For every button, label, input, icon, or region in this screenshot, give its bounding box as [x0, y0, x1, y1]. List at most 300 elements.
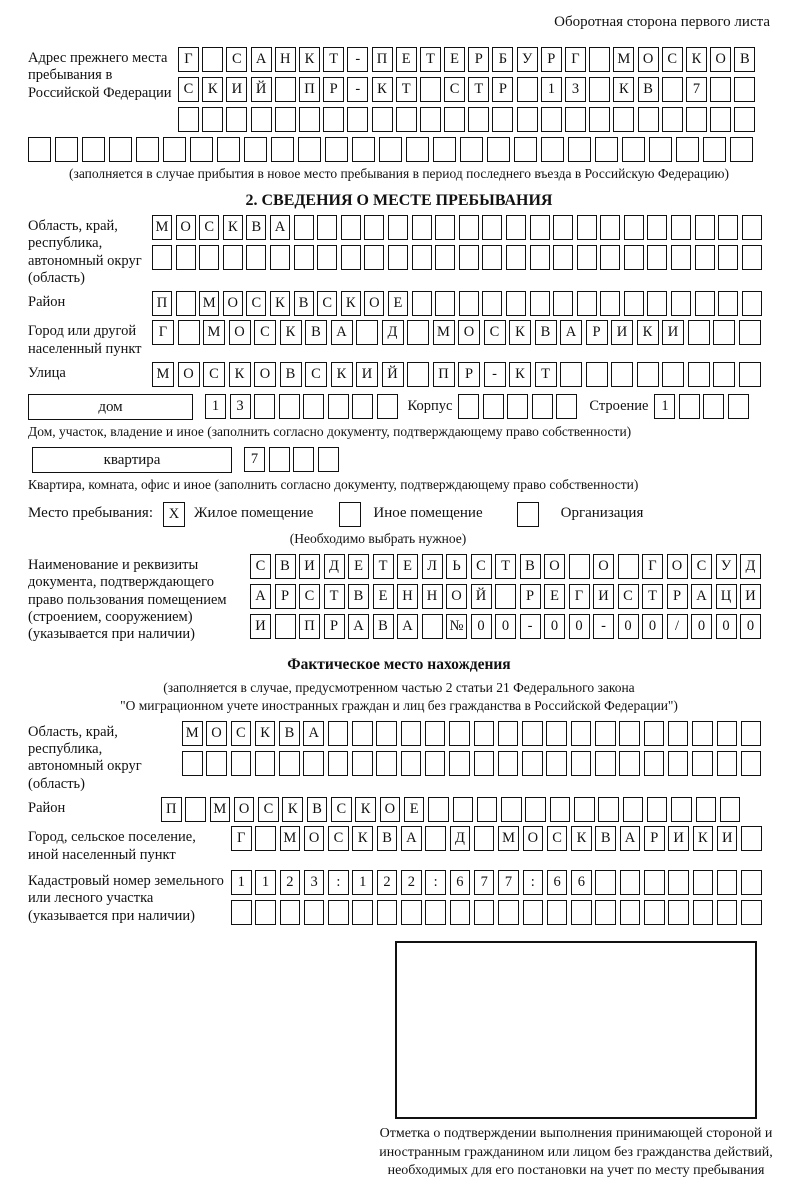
- char-cell[interactable]: У: [517, 47, 538, 72]
- char-cell[interactable]: И: [611, 320, 633, 345]
- char-cell[interactable]: [679, 394, 700, 419]
- char-cell[interactable]: [613, 107, 634, 132]
- char-cell[interactable]: А: [560, 320, 582, 345]
- char-cell[interactable]: [376, 721, 397, 746]
- char-cell[interactable]: [553, 245, 573, 270]
- char-cell[interactable]: [325, 137, 348, 162]
- char-cell[interactable]: [734, 77, 755, 102]
- char-cell[interactable]: 7: [244, 447, 265, 472]
- char-cell[interactable]: [530, 245, 550, 270]
- char-cell[interactable]: [728, 394, 749, 419]
- char-cell[interactable]: [388, 245, 408, 270]
- char-cell[interactable]: К: [571, 826, 592, 851]
- char-cell[interactable]: М: [152, 362, 174, 387]
- char-cell[interactable]: [223, 245, 243, 270]
- char-cell[interactable]: [318, 447, 339, 472]
- char-cell[interactable]: [420, 77, 441, 102]
- char-cell[interactable]: [379, 137, 402, 162]
- char-cell[interactable]: [692, 751, 713, 776]
- char-cell[interactable]: [412, 245, 432, 270]
- char-cell[interactable]: [474, 900, 495, 925]
- char-cell[interactable]: Р: [324, 614, 345, 639]
- char-cell[interactable]: [487, 137, 510, 162]
- char-cell[interactable]: [176, 245, 196, 270]
- char-cell[interactable]: 1: [352, 870, 373, 895]
- char-cell[interactable]: [453, 797, 474, 822]
- char-cell[interactable]: И: [662, 320, 684, 345]
- char-cell[interactable]: [226, 107, 247, 132]
- char-cell[interactable]: С: [331, 797, 352, 822]
- char-cell[interactable]: С: [178, 77, 199, 102]
- char-cell[interactable]: :: [425, 870, 446, 895]
- char-cell[interactable]: [294, 245, 314, 270]
- char-cell[interactable]: [420, 107, 441, 132]
- char-cell[interactable]: 0: [471, 614, 492, 639]
- char-cell[interactable]: [671, 215, 691, 240]
- char-cell[interactable]: А: [397, 614, 418, 639]
- char-cell[interactable]: [163, 137, 186, 162]
- char-cell[interactable]: [742, 245, 762, 270]
- char-cell[interactable]: О: [458, 320, 480, 345]
- char-cell[interactable]: [595, 900, 616, 925]
- char-cell[interactable]: [482, 215, 502, 240]
- char-cell[interactable]: [717, 900, 738, 925]
- char-cell[interactable]: С: [444, 77, 465, 102]
- char-cell[interactable]: [182, 751, 203, 776]
- char-cell[interactable]: [693, 900, 714, 925]
- char-cell[interactable]: [595, 137, 618, 162]
- char-cell[interactable]: Г: [565, 47, 586, 72]
- char-cell[interactable]: [468, 107, 489, 132]
- char-cell[interactable]: К: [282, 797, 303, 822]
- char-cell[interactable]: [577, 215, 597, 240]
- char-cell[interactable]: В: [373, 614, 394, 639]
- char-cell[interactable]: Е: [396, 47, 417, 72]
- char-cell[interactable]: [506, 245, 526, 270]
- char-cell[interactable]: [303, 394, 324, 419]
- char-cell[interactable]: [696, 797, 717, 822]
- char-cell[interactable]: П: [433, 362, 455, 387]
- char-cell[interactable]: [459, 245, 479, 270]
- char-cell[interactable]: [577, 245, 597, 270]
- char-cell[interactable]: [412, 215, 432, 240]
- char-cell[interactable]: К: [202, 77, 223, 102]
- char-cell[interactable]: С: [250, 554, 271, 579]
- char-cell[interactable]: 0: [642, 614, 663, 639]
- char-cell[interactable]: [55, 137, 78, 162]
- char-cell[interactable]: 3: [230, 394, 251, 419]
- char-cell[interactable]: [328, 394, 349, 419]
- char-cell[interactable]: [619, 751, 640, 776]
- char-cell[interactable]: А: [251, 47, 272, 72]
- char-cell[interactable]: Н: [422, 584, 443, 609]
- char-cell[interactable]: [668, 870, 689, 895]
- char-cell[interactable]: 1: [654, 394, 675, 419]
- char-cell[interactable]: С: [328, 826, 349, 851]
- char-cell[interactable]: К: [255, 721, 276, 746]
- char-cell[interactable]: М: [210, 797, 231, 822]
- char-cell[interactable]: Р: [541, 47, 562, 72]
- char-cell[interactable]: 2: [377, 870, 398, 895]
- char-cell[interactable]: М: [280, 826, 301, 851]
- char-cell[interactable]: А: [348, 614, 369, 639]
- char-cell[interactable]: [352, 900, 373, 925]
- char-cell[interactable]: [717, 751, 738, 776]
- char-cell[interactable]: [598, 797, 619, 822]
- char-cell[interactable]: 0: [544, 614, 565, 639]
- char-cell[interactable]: [514, 137, 537, 162]
- char-cell[interactable]: О: [380, 797, 401, 822]
- char-cell[interactable]: [546, 751, 567, 776]
- char-cell[interactable]: [517, 107, 538, 132]
- char-cell[interactable]: К: [509, 320, 531, 345]
- char-cell[interactable]: [546, 721, 567, 746]
- char-cell[interactable]: О: [446, 584, 467, 609]
- char-cell[interactable]: Р: [458, 362, 480, 387]
- char-cell[interactable]: К: [686, 47, 707, 72]
- char-cell[interactable]: [299, 107, 320, 132]
- char-cell[interactable]: К: [280, 320, 302, 345]
- char-cell[interactable]: [600, 291, 620, 316]
- char-cell[interactable]: 7: [474, 870, 495, 895]
- char-cell[interactable]: С: [662, 47, 683, 72]
- char-cell[interactable]: Г: [231, 826, 252, 851]
- char-cell[interactable]: [569, 554, 590, 579]
- char-cell[interactable]: [372, 107, 393, 132]
- char-cell[interactable]: [199, 245, 219, 270]
- char-cell[interactable]: К: [693, 826, 714, 851]
- char-cell[interactable]: [294, 215, 314, 240]
- char-cell[interactable]: [742, 215, 762, 240]
- char-cell[interactable]: И: [226, 77, 247, 102]
- char-cell[interactable]: В: [307, 797, 328, 822]
- char-cell[interactable]: К: [509, 362, 531, 387]
- char-cell[interactable]: К: [341, 291, 361, 316]
- char-cell[interactable]: [474, 721, 495, 746]
- char-cell[interactable]: О: [304, 826, 325, 851]
- char-cell[interactable]: [425, 721, 446, 746]
- char-cell[interactable]: [477, 797, 498, 822]
- char-cell[interactable]: [246, 245, 266, 270]
- char-cell[interactable]: [553, 291, 573, 316]
- char-cell[interactable]: [377, 900, 398, 925]
- char-cell[interactable]: 0: [716, 614, 737, 639]
- char-cell[interactable]: [688, 320, 710, 345]
- char-cell[interactable]: [522, 751, 543, 776]
- char-cell[interactable]: [734, 107, 755, 132]
- char-cell[interactable]: [425, 826, 446, 851]
- char-cell[interactable]: [589, 77, 610, 102]
- char-cell[interactable]: [303, 751, 324, 776]
- char-cell[interactable]: [571, 751, 592, 776]
- char-cell[interactable]: [577, 291, 597, 316]
- char-cell[interactable]: С: [199, 215, 219, 240]
- char-cell[interactable]: [595, 721, 616, 746]
- char-cell[interactable]: Д: [324, 554, 345, 579]
- char-cell[interactable]: [449, 751, 470, 776]
- char-cell[interactable]: 7: [498, 870, 519, 895]
- char-cell[interactable]: [328, 721, 349, 746]
- char-cell[interactable]: [501, 797, 522, 822]
- char-cell[interactable]: О: [223, 291, 243, 316]
- char-cell[interactable]: П: [161, 797, 182, 822]
- char-cell[interactable]: Р: [468, 47, 489, 72]
- char-cell[interactable]: [710, 77, 731, 102]
- char-cell[interactable]: [255, 826, 276, 851]
- char-cell[interactable]: С: [231, 721, 252, 746]
- char-cell[interactable]: [498, 721, 519, 746]
- checkbox-other-premises[interactable]: [339, 502, 361, 527]
- char-cell[interactable]: 0: [740, 614, 761, 639]
- char-cell[interactable]: М: [182, 721, 203, 746]
- char-cell[interactable]: О: [254, 362, 276, 387]
- char-cell[interactable]: [482, 291, 502, 316]
- char-cell[interactable]: [178, 320, 200, 345]
- char-cell[interactable]: :: [328, 870, 349, 895]
- char-cell[interactable]: [717, 721, 738, 746]
- char-cell[interactable]: А: [303, 721, 324, 746]
- char-cell[interactable]: [507, 394, 528, 419]
- char-cell[interactable]: [710, 107, 731, 132]
- char-cell[interactable]: [498, 900, 519, 925]
- char-cell[interactable]: [254, 394, 275, 419]
- char-cell[interactable]: [671, 245, 691, 270]
- char-cell[interactable]: [530, 215, 550, 240]
- char-cell[interactable]: 1: [255, 870, 276, 895]
- char-cell[interactable]: [28, 137, 51, 162]
- char-cell[interactable]: [644, 900, 665, 925]
- char-cell[interactable]: О: [229, 320, 251, 345]
- char-cell[interactable]: [695, 215, 715, 240]
- char-cell[interactable]: [739, 320, 761, 345]
- char-cell[interactable]: Г: [642, 554, 663, 579]
- char-cell[interactable]: [560, 362, 582, 387]
- char-cell[interactable]: К: [299, 47, 320, 72]
- char-cell[interactable]: [483, 394, 504, 419]
- char-cell[interactable]: [693, 870, 714, 895]
- char-cell[interactable]: [741, 721, 762, 746]
- char-cell[interactable]: [532, 394, 553, 419]
- char-cell[interactable]: Т: [535, 362, 557, 387]
- char-cell[interactable]: Е: [444, 47, 465, 72]
- char-cell[interactable]: О: [176, 215, 196, 240]
- char-cell[interactable]: [624, 291, 644, 316]
- char-cell[interactable]: В: [377, 826, 398, 851]
- char-cell[interactable]: Т: [373, 554, 394, 579]
- char-cell[interactable]: И: [250, 614, 271, 639]
- char-cell[interactable]: [109, 137, 132, 162]
- char-cell[interactable]: Р: [492, 77, 513, 102]
- char-cell[interactable]: [739, 362, 761, 387]
- char-cell[interactable]: [396, 107, 417, 132]
- checkbox-residential[interactable]: X: [163, 502, 185, 527]
- char-cell[interactable]: [668, 751, 689, 776]
- char-cell[interactable]: [568, 137, 591, 162]
- char-cell[interactable]: [82, 137, 105, 162]
- char-cell[interactable]: [624, 215, 644, 240]
- char-cell[interactable]: [364, 245, 384, 270]
- char-cell[interactable]: Р: [275, 584, 296, 609]
- char-cell[interactable]: [279, 394, 300, 419]
- char-cell[interactable]: [595, 870, 616, 895]
- char-cell[interactable]: У: [716, 554, 737, 579]
- char-cell[interactable]: [407, 320, 429, 345]
- char-cell[interactable]: [530, 291, 550, 316]
- char-cell[interactable]: А: [620, 826, 641, 851]
- char-cell[interactable]: О: [178, 362, 200, 387]
- char-cell[interactable]: [662, 77, 683, 102]
- char-cell[interactable]: [269, 447, 290, 472]
- char-cell[interactable]: [718, 245, 738, 270]
- char-cell[interactable]: [571, 721, 592, 746]
- char-cell[interactable]: 0: [691, 614, 712, 639]
- char-cell[interactable]: -: [593, 614, 614, 639]
- char-cell[interactable]: [718, 291, 738, 316]
- char-cell[interactable]: [547, 900, 568, 925]
- char-cell[interactable]: Ь: [446, 554, 467, 579]
- char-cell[interactable]: [600, 245, 620, 270]
- char-cell[interactable]: [231, 751, 252, 776]
- char-cell[interactable]: [425, 751, 446, 776]
- char-cell[interactable]: [571, 900, 592, 925]
- char-cell[interactable]: К: [223, 215, 243, 240]
- char-cell[interactable]: [522, 721, 543, 746]
- char-cell[interactable]: О: [523, 826, 544, 851]
- char-cell[interactable]: О: [234, 797, 255, 822]
- char-cell[interactable]: -: [347, 47, 368, 72]
- char-cell[interactable]: О: [667, 554, 688, 579]
- char-cell[interactable]: С: [226, 47, 247, 72]
- char-cell[interactable]: [720, 797, 741, 822]
- char-cell[interactable]: [623, 797, 644, 822]
- char-cell[interactable]: О: [593, 554, 614, 579]
- char-cell[interactable]: Н: [275, 47, 296, 72]
- char-cell[interactable]: [178, 107, 199, 132]
- char-cell[interactable]: О: [544, 554, 565, 579]
- char-cell[interactable]: [176, 291, 196, 316]
- char-cell[interactable]: М: [152, 215, 172, 240]
- char-cell[interactable]: [638, 107, 659, 132]
- char-cell[interactable]: О: [364, 291, 384, 316]
- char-cell[interactable]: [275, 614, 296, 639]
- char-cell[interactable]: И: [299, 554, 320, 579]
- char-cell[interactable]: [506, 291, 526, 316]
- char-cell[interactable]: А: [331, 320, 353, 345]
- char-cell[interactable]: Л: [422, 554, 443, 579]
- char-cell[interactable]: [741, 826, 762, 851]
- char-cell[interactable]: М: [498, 826, 519, 851]
- char-cell[interactable]: [671, 797, 692, 822]
- char-cell[interactable]: [718, 215, 738, 240]
- char-cell[interactable]: [688, 362, 710, 387]
- char-cell[interactable]: [275, 107, 296, 132]
- char-cell[interactable]: [686, 107, 707, 132]
- char-cell[interactable]: Р: [586, 320, 608, 345]
- char-cell[interactable]: [574, 797, 595, 822]
- char-cell[interactable]: М: [203, 320, 225, 345]
- char-cell[interactable]: [647, 245, 667, 270]
- char-cell[interactable]: [435, 245, 455, 270]
- char-cell[interactable]: [388, 215, 408, 240]
- char-cell[interactable]: [435, 291, 455, 316]
- char-cell[interactable]: [317, 245, 337, 270]
- char-cell[interactable]: [703, 394, 724, 419]
- char-cell[interactable]: 1: [231, 870, 252, 895]
- char-cell[interactable]: Й: [471, 584, 492, 609]
- char-cell[interactable]: [541, 137, 564, 162]
- char-cell[interactable]: 6: [450, 870, 471, 895]
- char-cell[interactable]: В: [520, 554, 541, 579]
- char-cell[interactable]: [433, 137, 456, 162]
- char-cell[interactable]: [703, 137, 726, 162]
- char-cell[interactable]: С: [618, 584, 639, 609]
- char-cell[interactable]: [495, 584, 516, 609]
- char-cell[interactable]: [251, 107, 272, 132]
- char-cell[interactable]: [492, 107, 513, 132]
- char-cell[interactable]: [293, 447, 314, 472]
- char-cell[interactable]: 1: [205, 394, 226, 419]
- char-cell[interactable]: С: [254, 320, 276, 345]
- char-cell[interactable]: С: [246, 291, 266, 316]
- char-cell[interactable]: А: [250, 584, 271, 609]
- char-cell[interactable]: В: [279, 721, 300, 746]
- char-cell[interactable]: [671, 291, 691, 316]
- char-cell[interactable]: Й: [382, 362, 404, 387]
- char-cell[interactable]: [586, 362, 608, 387]
- char-cell[interactable]: М: [199, 291, 219, 316]
- char-cell[interactable]: [550, 797, 571, 822]
- char-cell[interactable]: Г: [178, 47, 199, 72]
- char-cell[interactable]: О: [206, 721, 227, 746]
- char-cell[interactable]: [459, 291, 479, 316]
- char-cell[interactable]: [692, 721, 713, 746]
- char-cell[interactable]: [662, 107, 683, 132]
- char-cell[interactable]: В: [246, 215, 266, 240]
- char-cell[interactable]: [401, 900, 422, 925]
- char-cell[interactable]: 7: [686, 77, 707, 102]
- char-cell[interactable]: [352, 394, 373, 419]
- char-cell[interactable]: 1: [541, 77, 562, 102]
- char-cell[interactable]: [270, 245, 290, 270]
- char-cell[interactable]: М: [433, 320, 455, 345]
- char-cell[interactable]: [202, 107, 223, 132]
- char-cell[interactable]: [525, 797, 546, 822]
- char-cell[interactable]: С: [317, 291, 337, 316]
- char-cell[interactable]: [713, 320, 735, 345]
- char-cell[interactable]: [352, 137, 375, 162]
- char-cell[interactable]: [541, 107, 562, 132]
- char-cell[interactable]: К: [352, 826, 373, 851]
- char-cell[interactable]: [644, 870, 665, 895]
- char-cell[interactable]: М: [613, 47, 634, 72]
- char-cell[interactable]: Т: [420, 47, 441, 72]
- char-cell[interactable]: [624, 245, 644, 270]
- char-cell[interactable]: К: [613, 77, 634, 102]
- char-cell[interactable]: [474, 751, 495, 776]
- char-cell[interactable]: В: [294, 291, 314, 316]
- char-cell[interactable]: Т: [323, 47, 344, 72]
- char-cell[interactable]: С: [691, 554, 712, 579]
- char-cell[interactable]: Р: [667, 584, 688, 609]
- char-cell[interactable]: К: [229, 362, 251, 387]
- char-cell[interactable]: [449, 721, 470, 746]
- char-cell[interactable]: Е: [348, 554, 369, 579]
- char-cell[interactable]: [185, 797, 206, 822]
- char-cell[interactable]: [668, 900, 689, 925]
- char-cell[interactable]: С: [484, 320, 506, 345]
- char-cell[interactable]: [255, 900, 276, 925]
- char-cell[interactable]: [328, 751, 349, 776]
